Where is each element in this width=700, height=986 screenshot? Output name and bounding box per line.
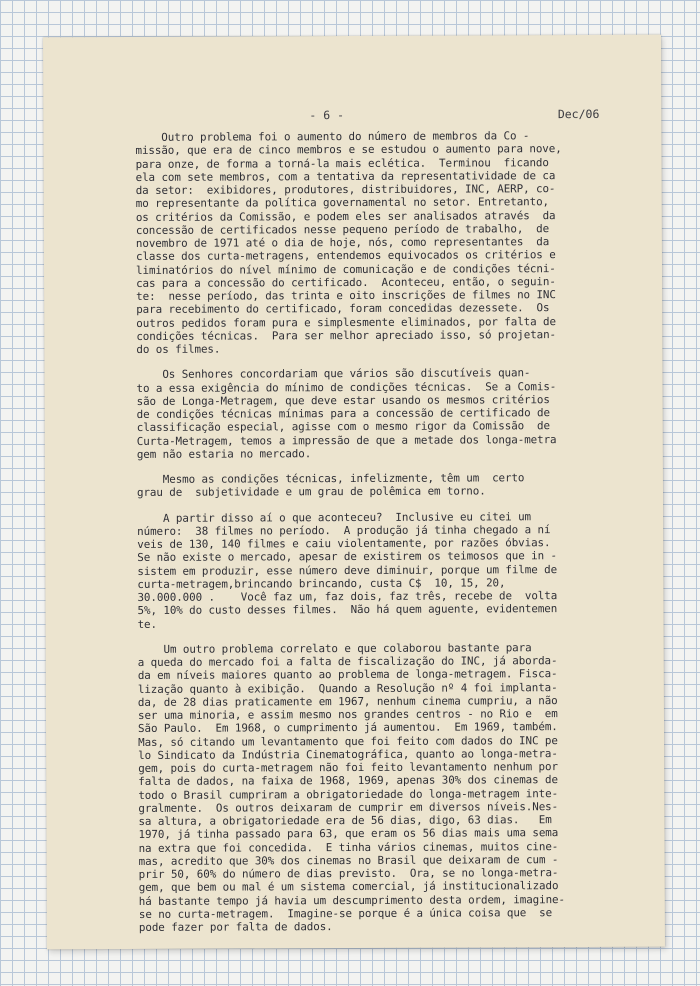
text-line: mo representante da política governamental no setor. Entretanto,	[135, 195, 549, 211]
text-line: do os filmes.	[136, 342, 221, 356]
text-line: mas, acredito que 30% dos cinemas no Brasil que deixaram de cum -	[138, 852, 559, 868]
text-line: novembro de 1971 até o dia de hoje, nós, como representantes da	[135, 235, 550, 250]
text-line: da em níveis maiores quanto ao problema de longa-metragem. Fisca-	[137, 667, 558, 683]
text-line: Curta-Metragem, temos a impressão de que a metade dos longa-metra	[136, 432, 557, 448]
text-line: pode fazer por falta de dados.	[138, 920, 333, 934]
text-line: concessão de certificados nesse pequeno período de trabalho, de	[135, 221, 550, 237]
text-line: Mesmo as condições técnicas, infelizmente, têm um certo	[136, 471, 525, 486]
text-line: classificação especial, agisse com o mesmo rigor da Comissão de	[136, 419, 550, 435]
text-line: outros pedidos foram pura e simplesmente eliminados, por falta de	[136, 314, 556, 330]
page-header	[309, 107, 599, 122]
text-line: São Paulo. Em 1968, o cumprimento já aumentou. Em 1969, também.	[138, 720, 558, 736]
text-line: liminatórios do nível mínimo de comunicação e de condições técni-	[136, 261, 556, 277]
text-line: te: nesse período, das trinta e oito inscrições de filmes no INC	[136, 288, 556, 303]
text-line: a queda do mercado foi a falta de fiscalização do INC, já aborda-	[137, 654, 558, 669]
text-line: sistem em produzir, esse número deve diminuir, porque um filme de	[137, 562, 558, 578]
document-body	[135, 129, 605, 946]
text-line: na extra que foi concedida. E tinha vários cinemas, muitos cine-	[138, 839, 559, 855]
text-line: há bastante tempo já havia um descumprimento desta ordem, imagine-	[138, 892, 565, 908]
text-line: gem não estaria no mercado.	[136, 446, 312, 461]
text-line: veis de 130, 140 filmes e caiu violentamente, por razões óbvias.	[137, 536, 551, 551]
paragraph	[135, 129, 602, 356]
text-line: A partir disso aí o que aconteceu? Inclusive eu citei um	[137, 509, 532, 525]
text-line: to a essa exigência do mínimo de condições técnicas. Se a Comis-	[136, 379, 557, 395]
text-line: gem, que bem ou mal é um sistema comercial, já institucionalizado	[138, 879, 559, 895]
text-line: Mas, só citando um levantamento que foi feito com dados do INC pe	[138, 733, 558, 749]
text-line: curta-metragem,brincando brincando, custa C$ 10, 15, 20,	[137, 576, 506, 591]
text-line: Outro problema foi o aumento do número de membros da Co -	[135, 129, 530, 144]
page-number: - 6 -	[309, 108, 345, 123]
text-line: gem, pois do curta-metragem não foi feito levantamento nenhum por	[138, 760, 558, 775]
text-line: da, de 28 dias praticamente em 1967, nenhum cinema cumpriu, a não	[137, 693, 558, 709]
document-reference: Dec/06	[557, 106, 600, 122]
paragraph	[136, 366, 602, 461]
text-line: gralmente. Os outros deixaram de cumprir em diversos níveis.Nes-	[138, 799, 559, 815]
text-line: lo Sindicato da Indústria Cinematográfica, quanto ao longa-metra-	[138, 746, 558, 762]
text-line: lização quanto à exibição. Quando a Resolução nº 4 foi implanta-	[137, 680, 558, 696]
text-line: te.	[137, 617, 157, 631]
text-line: 30.000.000 . Você faz um, faz dois, faz três, recebe de volta	[137, 589, 558, 604]
text-line: Se não existe o mercado, apesar de existirem os teimosos que in -	[137, 549, 557, 565]
paragraph	[138, 641, 605, 935]
text-line: missão, que era de cinco membros e se estudou o aumento para nove,	[135, 142, 562, 158]
text-line: todo o Brasil cumpriram a obrigatoriedade do longa-metragem inte-	[138, 786, 559, 802]
text-line: cas para a concessão do certificado. Aconteceu, então, o seguin-	[136, 274, 556, 290]
text-line: grau de subjetividade e um grau de polêmica em torno.	[136, 484, 486, 500]
text-line: são de Longa-Metragem, que deve estar usando os mesmos critérios	[136, 392, 550, 408]
text-line: classe dos curta-metragens, entendemos equivocados os critérios e	[135, 248, 556, 264]
text-line: falta de dados, na faixa de 1968, 1969, apenas 30% dos cinemas de	[138, 773, 558, 789]
paragraph	[137, 509, 604, 630]
text-line: condições técnicas. Para ser melhor apreciado isso, só projetan-	[136, 327, 557, 343]
document-page	[43, 35, 665, 950]
text-line: para recebimento do certificado, foram concedidas dezessete. Os	[136, 301, 550, 317]
text-line: se no curta-metragem. Imagine-se porque é a única coisa que se	[138, 905, 553, 921]
text-line: de condições técnicas mínimas para a concessão de certificado de	[136, 406, 550, 421]
text-line: para onze, de forma a torná-la mais eclética. Terminou ficando	[135, 155, 549, 171]
text-line: os critérios da Comissão, e podem eles ser analisados através da	[135, 208, 556, 224]
text-line: Um outro problema correlato e que colaborou bastante para	[137, 640, 532, 656]
text-line: da setor: exibidores, produtores, distribuidores, INC, AERP, co-	[135, 182, 556, 197]
text-line: sa altura, a obrigatoriedade era de 56 dias, digo, 63 dias. Em	[138, 813, 552, 828]
text-line: Os Senhores concordariam que vários são discutíveis quan-	[136, 366, 531, 382]
text-line: número: 38 filmes no período. A produção já tinha chegado a ní	[137, 522, 551, 538]
text-line: 5%, 10% do custo desses filmes. Não há quem aguente, evidentemen	[137, 602, 558, 618]
text-line: prir 50, 60% do número de dias previsto. Ora, se no longa-metra-	[138, 866, 559, 881]
text-line: ser uma minoria, e assim mesmo nos grandes centros - no Rio e em	[137, 707, 558, 722]
paragraph	[137, 471, 603, 500]
text-line: ela com sete membros, com a tentativa da representatividade de ca	[135, 168, 556, 184]
text-line: 1970, já tinha passado para 63, que eram os 56 dias mais uma sema	[138, 826, 559, 842]
